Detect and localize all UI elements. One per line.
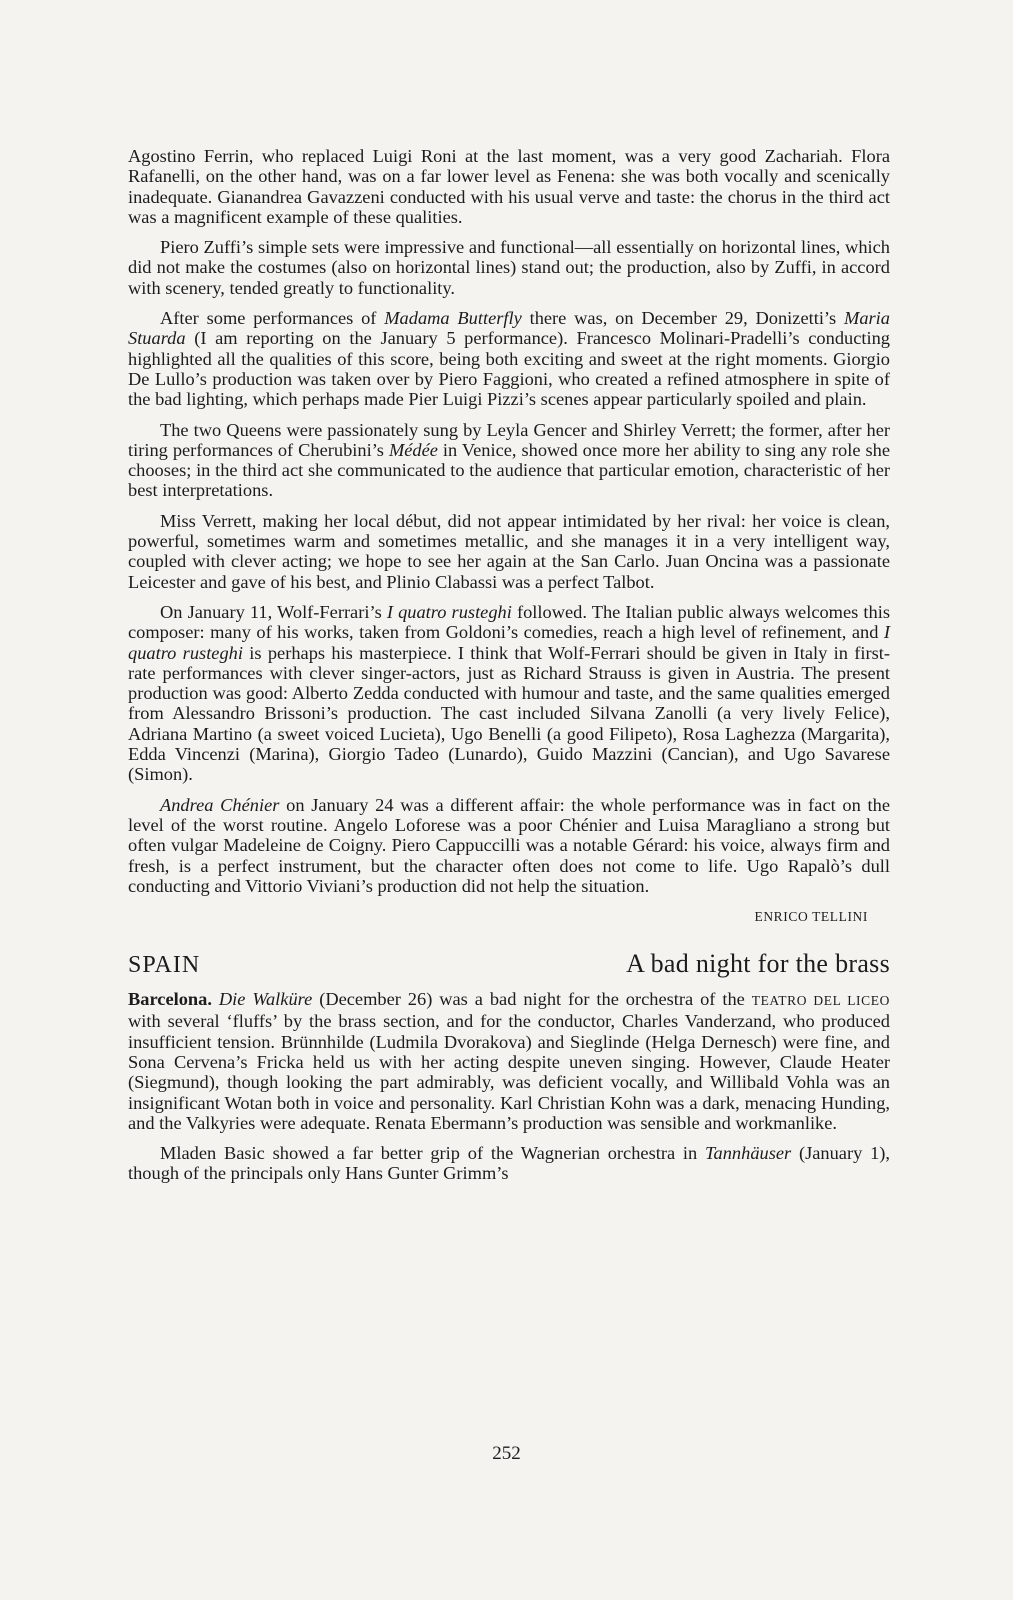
paragraph bbox=[128, 420, 890, 501]
spain-report bbox=[128, 989, 890, 1184]
country-heading: SPAIN bbox=[128, 952, 201, 979]
text-run: After some performances of bbox=[160, 308, 385, 329]
italic-title: Maria Stuarda bbox=[128, 308, 890, 349]
text-run: Piero Zuffi’s simple sets were impressive and functional—all essentially on horizontal lines, which did not make the costumes (also on horizontal lines) stand out; the production, also by Zuffi, in accord with scenery, tended greatly to functionality. bbox=[128, 237, 890, 298]
text-run: (January 1), though of the principals only Hans Gunter Grimm’s bbox=[128, 1143, 890, 1184]
text-run: followed. The Italian public always welcomes this composer: many of his works, taken from Goldoni’s comedies, reach a high level of refinement, and bbox=[128, 601, 890, 643]
text-run: in Venice, showed once more her ability to sing any role she chooses; in the third act she communicated to the audience that particular emotion, characteristic of her best interpretations. bbox=[128, 439, 890, 501]
italy-report bbox=[128, 146, 890, 896]
text-run: there was, on December 29, Donizetti’s bbox=[521, 308, 845, 329]
small-caps-venue: TEATRO DEL LICEO bbox=[751, 993, 890, 1009]
article-headline: A bad night for the brass bbox=[626, 949, 890, 979]
italic-title: I quatro rusteghi bbox=[386, 601, 512, 622]
text-run: (I am reporting on the January 5 performance). Francesco Molinari-Pradelli’s conducting highlighted all the qualities of this score, being both exciting and sweet at the right moments. Giorgio De Lullo’s production was taken over by Piero Faggioni, who created a refined atmosphere in spite of the bad lighting, which perhaps made Pier Luigi Pizzi’s scenes appear particularly spoiled and plain. bbox=[128, 328, 890, 410]
italic-title: Médée bbox=[388, 439, 438, 460]
text-run: Mladen Basic showed a far better grip of the Wagnerian orchestra in bbox=[160, 1143, 705, 1164]
author-signature: ENRICO TELLINI bbox=[754, 909, 868, 925]
text-run bbox=[212, 989, 219, 1009]
section-heading bbox=[128, 949, 890, 979]
text-column bbox=[128, 146, 890, 1194]
place-name: Barcelona. bbox=[128, 989, 212, 1010]
text-run: on January 24 was a different affair: the whole performance was in fact on the level of the worst routine. Angelo Loforese was a poor Chénier and Luisa Maragliano a strong but often vulgar Madeleine de Coigny. Piero Cappuccilli was a notable Gérard: his voice, always firm and fresh, is a perfect instrument, but the character often does not come to life. Ugo Rapalò’s dull conducting and Vittorio Viviani’s production did not help the situation. bbox=[128, 794, 890, 896]
text-run: Agostino Ferrin, who replaced Luigi Roni at the last moment, was a very good Zachariah. Flora Rafanelli, on the other hand, was on a far lower level as Fenena: she was both vocally and scenically inadequate. Gianandrea Gavazzeni conducted with his usual verve and taste: the chorus in the third act was a magnificent example of these qualities. bbox=[128, 146, 890, 227]
paragraph bbox=[128, 237, 890, 298]
paragraph bbox=[128, 146, 890, 227]
paragraph bbox=[128, 602, 890, 785]
paragraph bbox=[128, 308, 890, 409]
paragraph bbox=[128, 795, 890, 896]
paragraph bbox=[128, 989, 890, 1133]
italic-title: Andrea Chénier bbox=[160, 794, 280, 815]
italic-title: Madama Butterfly bbox=[384, 308, 522, 329]
paragraph bbox=[128, 511, 890, 592]
text-run: with several ‘fluffs’ by the brass section, and for the conductor, Charles Vanderzand, who produced insufficient tension. Brünnhilde (Ludmila Dvorakova) and Sieglinde (Helga Dernesch) were fine, and Sona Cervena’s Fricka held us with her acting despite uneven singing. However, Claude Heater (Siegmund), though looking the part admirably, was deficient vocally, and Willibald Vohla was an insignificant Wotan both in voice and personality. Karl Christian Kohn was a dark, menacing Hunding, and the Valkyries were adequate. Renata Ebermann’s production was sensible and workmanlike. bbox=[128, 1011, 890, 1133]
page-number: 252 bbox=[492, 1443, 521, 1464]
text-run: On January 11, Wolf-Ferrari’s bbox=[160, 601, 387, 622]
italic-title: Die Walküre bbox=[218, 989, 313, 1010]
text-run: is perhaps his masterpiece. I think that Wolf-Ferrari should be given in Italy in first-rate performances with clever singer-actors, just as Richard Strauss is given in Austria. The present production was good: Alberto Zedda conducted with humour and taste, and the same qualities emerged from Alessandro Brissoni’s production. The cast included Silvana Zanolli (a very lively Felice), Adriana Martino (a sweet voiced Lucieta), Ugo Benelli (a good Filipeto), Rosa Laghezza (Margarita), Edda Vincenzi (Marina), Giorgio Tadeo (Lunardo), Guido Mazzini (Cancian), and Ugo Savarese (Simon). bbox=[128, 642, 890, 785]
italic-title: I quatro rusteghi bbox=[128, 622, 890, 663]
text-run: Miss Verrett, making her local début, did not appear intimidated by her rival: her voice is clean, powerful, sometimes warm and sometimes metallic, and she manages it in a very intelligent way, coupled with clever acting; we hope to see her again at the San Carlo. Juan Oncina was a passionate Leicester and gave of his best, and Plinio Clabassi was a perfect Talbot. bbox=[128, 510, 890, 592]
paragraph bbox=[128, 1143, 890, 1184]
italic-title: Tannhäuser bbox=[705, 1143, 792, 1164]
text-run: (December 26) was a bad night for the orchestra of the bbox=[312, 989, 752, 1010]
text-run: The two Queens were passionately sung by Leyla Gencer and Shirley Verrett; the former, after her tiring performances of Cherubini’s bbox=[128, 419, 890, 460]
